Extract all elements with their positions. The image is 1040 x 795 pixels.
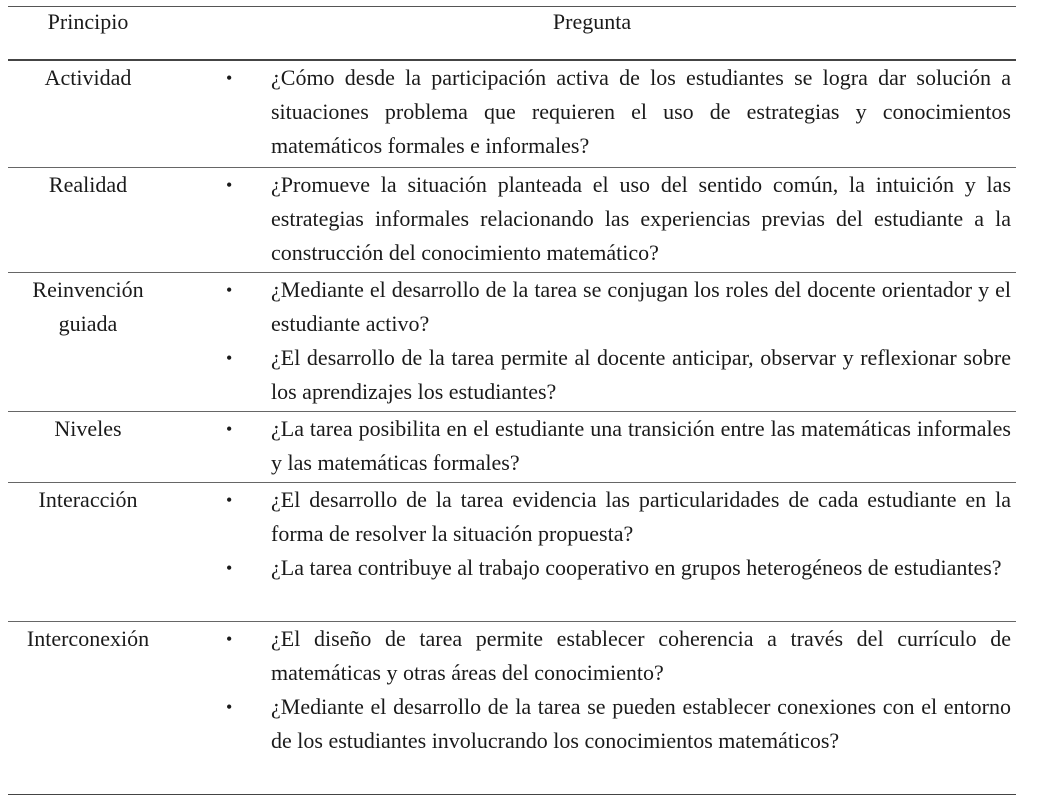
bullet-icon: • [226,348,233,368]
question-text: ¿La tarea contribuye al trabajo cooperativo en grupos heterogéneos de estudiantes? [271,555,1002,580]
question-item [168,690,1016,758]
question-item [168,341,1016,409]
row-principio: Actividad [44,65,132,90]
question-item [168,622,1016,690]
row-principio: Interacción [38,487,138,512]
question-text: ¿El diseño de tarea permite establecer coherencia a través del currículo de matemáticas y otras áreas del conocimiento? [271,626,1011,685]
bullet-icon: • [226,697,233,717]
question-item [168,551,1016,585]
question-text: ¿El desarrollo de la tarea permite al docente anticipar, observar y reflexionar sobre los aprendizajes los estudiantes? [271,345,1011,404]
table-row [8,412,1016,482]
row-principio: Niveles [54,416,122,441]
bullet-icon: • [226,280,233,300]
question-list [168,412,1016,482]
question-text: ¿Promueve la situación planteada el uso del sentido común, la intuición y las estrategias informales relacionando las experiencias previas del estudiante a la construcción del conocimiento matemático? [271,172,1011,265]
table-row [8,483,1016,621]
bullet-icon: • [226,175,233,195]
question-text: ¿Mediante el desarrollo de la tarea se conjugan los roles del docente orientador y el estudiante activo? [271,277,1011,336]
table-row [8,273,1016,411]
table-row [8,168,1016,272]
question-item [168,412,1016,480]
question-list [168,483,1016,621]
question-item [168,61,1016,163]
question-list [168,61,1016,167]
principles-table [8,6,1016,795]
bullet-icon: • [226,558,233,578]
bullet-icon: • [226,68,233,88]
question-text: ¿Cómo desde la participación activa de los estudiantes se logra dar solución a situaciones problema que requieren el uso de estrategias y conocimientos matemáticos formales e informales? [271,65,1011,158]
table-header [8,7,1016,59]
table-row [8,622,1016,794]
header-principio: Principio [47,9,129,34]
header-pregunta: Pregunta [552,9,632,34]
bullet-icon: • [226,419,233,439]
question-item [168,168,1016,270]
question-item [168,483,1016,551]
table-row [8,61,1016,167]
question-list [168,622,1016,794]
question-item [168,273,1016,341]
question-text: ¿La tarea posibilita en el estudiante una transición entre las matemáticas informales y las matemáticas formales? [271,416,1011,475]
row-principio: Reinvención guiada [32,277,144,336]
bullet-icon: • [226,490,233,510]
question-list [168,273,1016,411]
row-principio: Realidad [48,172,128,197]
question-list [168,168,1016,272]
question-text: ¿El desarrollo de la tarea evidencia las particularidades de cada estudiante en la forma de resolver la situación propuesta? [271,487,1011,546]
bullet-icon: • [226,629,233,649]
question-text: ¿Mediante el desarrollo de la tarea se pueden establecer conexiones con el entorno de los estudiantes involucrando los conocimientos matemáticos? [271,694,1011,753]
row-principio: Interconexión [26,626,150,651]
